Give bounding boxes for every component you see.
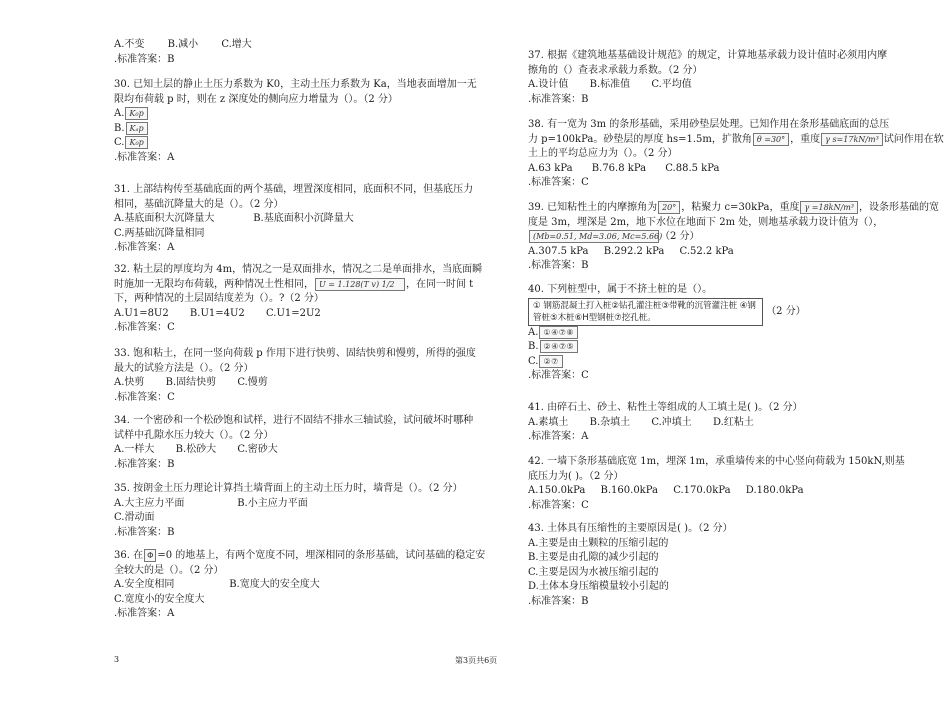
option-c: C.170.0kPa: [673, 485, 731, 496]
answer: .标准答案：C: [528, 177, 589, 188]
formula-image: K₀p: [125, 107, 147, 120]
answer: .标准答案：C: [528, 499, 589, 511]
question-34: [114, 414, 499, 472]
question-42: [528, 455, 918, 513]
option-d: D.180.0kPa: [745, 485, 804, 496]
question-text: 37. 根据《建筑地基基础设计规范》的规定，计算地基承载力设计值时必须用内摩: [528, 50, 888, 61]
page-number: 3: [114, 655, 120, 664]
option-c: C. K₀p: [114, 136, 499, 151]
option-c: C. ②⑦: [528, 355, 918, 370]
question-31: [114, 183, 499, 256]
option-a: A.150.0kPa: [528, 485, 586, 496]
option-c: C.冲填土: [651, 416, 692, 428]
option-b: B.松砂大: [175, 444, 217, 455]
question-text: 力 p=100kPa。砂垫层的厚度 hs=1.5m，扩散角 θ =30° ，重度 γ s=17kN/m³ 试问作用在软: [528, 133, 944, 145]
answer: .标准答案：B: [114, 458, 175, 470]
answer: .标准答案：B: [528, 260, 589, 271]
option-a: A. ①④⑦⑧: [528, 326, 918, 341]
question-text: 36. 在 Φ =0 的地基上，有两个宽度不同，埋深相同的条形基础，试问基础的稳定安: [114, 550, 486, 561]
option-b: B. Kₐp: [114, 122, 499, 137]
question-text: 下，两种情况的土层固结度差为（）。?（2 分）: [114, 293, 324, 304]
option-image: ①④⑦⑧: [539, 326, 578, 339]
option-c: C.两基础沉降量相同: [114, 227, 205, 239]
formula-image: U = 1.128(T v) 1/2: [315, 278, 405, 291]
option-b: B.基底面积小沉降量大: [253, 213, 354, 224]
answer: .标准答案：B: [528, 595, 589, 607]
answer: .标准答案：A: [114, 151, 175, 163]
option-a: A.U1=8U2: [114, 307, 169, 319]
option-d: D.红粘土: [712, 416, 754, 428]
question-text: 38. 有一宽为 3m 的条形基础，采用砂垫层处理。已知作用在条形基础底面的总压: [528, 119, 890, 130]
question-text: 39. 已知粘性土的内摩擦角为 20° ，粘聚力 c=30kPa，重度 γ =18kN/m³ ，设条形基础的宽: [528, 202, 940, 213]
option-c: C.平均值: [651, 79, 692, 90]
question-text: 底压力为( )。（2 分）: [528, 470, 624, 482]
option-c: C.增大: [221, 39, 252, 50]
question-text: 31. 上部结构传至基础底面的两个基础，埋置深度相同，底面积不同，但基底压力: [114, 184, 474, 195]
option-a: A.主要是由土颗粒的压缩引起的: [528, 537, 669, 549]
option-b: B.减小: [167, 39, 199, 50]
option-a: A.不变: [114, 39, 145, 50]
answer: .标准答案：A: [114, 608, 175, 619]
answer: .标准答案：B: [114, 526, 175, 538]
page-footer-label: 第3页共6页: [455, 656, 498, 665]
question-text: 33. 饱和粘土，在同一竖向荷载 p 作用下进行快剪、固结快剪和慢剪，所得的强度: [114, 348, 476, 359]
option-c: C.88.5 kPa: [665, 162, 720, 174]
option-b: B.宽度大的安全度大: [229, 579, 320, 590]
answer: .标准答案：C: [114, 391, 175, 403]
option-a: A.素填土: [528, 416, 569, 428]
formula-image: (Mb=0.51, Md=3.06, Mc=5.66): [529, 230, 659, 243]
option-a: A.63 kPa: [528, 162, 573, 174]
question-text: 35. 按朗金土压力理论计算挡土墙背面上的主动土压力时，墙背是（）。（2 分）: [114, 483, 463, 494]
question-text: 试样中孔隙水压力较大（）。（2 分）: [114, 429, 274, 441]
option-c: C.滑动面: [114, 512, 155, 523]
option-a: A.设计值: [528, 79, 569, 90]
question-40: [528, 283, 918, 384]
question-text: ① 钢筋混凝土打入桩②钻孔灌注桩③带靴的沉管灌注桩 ④钢管桩⑤木桩⑥H型钢桩⑦挖孔桩。 （2 分）: [528, 298, 918, 326]
question-text: 时施加一无限均布荷载，两种情况土性相同， U = 1.128(T v) 1/2 ，在同一时间 t: [114, 278, 474, 290]
answer: .标准答案：B: [528, 93, 589, 105]
question-text: 最大的试验方法是（）。（2 分）: [114, 362, 254, 374]
option-a: A.一样大: [114, 444, 155, 455]
answer: .标准答案：A: [528, 431, 589, 442]
answer: .标准答案：B: [114, 53, 175, 65]
option-b: B.固结快剪: [165, 377, 217, 388]
option-c: C.慢剪: [237, 377, 268, 388]
formula-image: γ s=17kN/m³: [821, 133, 883, 146]
option-b: B.76.8 kPa: [591, 162, 647, 174]
option-b: B.160.0kPa: [600, 485, 658, 496]
prev-question: [114, 38, 499, 67]
question-38: [528, 118, 944, 191]
formula-image: Kₐp: [126, 122, 148, 135]
formula-image: 20°: [658, 201, 680, 214]
option-a: A.307.5 kPa: [528, 245, 589, 257]
question-text: 30. 已知土层的静止土压力系数为 K0，主动土压力系数为 Ka，当地表面增加一无: [114, 79, 477, 90]
question-33: [114, 347, 499, 405]
option-b: B.标准值: [589, 79, 631, 90]
answer: .标准答案：C: [528, 370, 589, 381]
option-a: A.大主应力平面: [114, 497, 185, 509]
question-41: [528, 401, 918, 445]
formula-image: K₀p: [125, 136, 147, 149]
option-c: C.主要是因为水被压缩引起的: [528, 566, 659, 578]
question-text: 43. 土体具有压缩性的主要原因是( )。（2 分）: [528, 523, 733, 534]
option-a: A.安全度相同: [114, 579, 175, 590]
pile-types-image: ① 钢筋混凝土打入桩②钻孔灌注桩③带靴的沉管灌注桩 ④钢管桩⑤木桩⑥H型钢桩⑦挖孔桩。: [528, 298, 763, 326]
option-d: D.土体本身压缩模量较小引起的: [528, 581, 669, 592]
option-image: ②⑦: [539, 355, 562, 368]
question-text: 41. 由碎石土、砂土、粘性土等组成的人工填土是( )。（2 分）: [528, 402, 803, 413]
option-a: A.基底面积大沉降量大: [114, 213, 215, 224]
option-a: A.快剪: [114, 377, 145, 388]
option-b: B.主要是由孔隙的减少引起的: [528, 552, 659, 563]
formula-image: γ =18kN/m³: [800, 201, 858, 214]
option-c: C.宽度小的安全度大: [114, 593, 205, 605]
question-39: [528, 201, 940, 274]
option-a: A. K₀p: [114, 107, 499, 122]
question-43: [528, 522, 918, 609]
question-text: 相同，基础沉降量大的是（）。（2 分）: [114, 198, 284, 210]
question-text: 34. 一个密砂和一个松砂饱和试样，进行不固结不排水三轴试验，试问破坏时哪种: [114, 415, 474, 426]
option-b: B.U1=4U2: [189, 307, 245, 319]
question-text: 42. 一墙下条形基础底宽 1m，埋深 1m，承重墙传来的中心竖向荷载为 150kN,则基: [528, 456, 905, 467]
question-text: 度是 3m，埋深是 2m，地下水位在地面下 2m 处，则地基承载力设计值为（），: [528, 216, 884, 228]
question-text: 土上的平均总应力为（）。（2 分）: [528, 148, 678, 159]
question-text: 40. 下列桩型中，属于不挤土桩的是（）。: [528, 284, 713, 295]
option-c: C.52.2 kPa: [679, 245, 734, 257]
answer: .标准答案：C: [114, 322, 175, 333]
option-b: B. ②④⑦⑤: [528, 340, 918, 355]
answer: .标准答案：A: [114, 242, 175, 253]
question-35: [114, 482, 499, 540]
question-text: 限均布荷载 p 时，则在 z 深度处的侧向应力增量为（）。（2 分）: [114, 93, 398, 105]
question-text: 全较大的是（）。（2 分）: [114, 564, 224, 576]
question-text: 32. 粘土层的厚度均为 4m，情况之一是双面排水，情况之二是单面排水，当底面瞬: [114, 264, 483, 275]
question-32: [114, 263, 499, 336]
question-text: (Mb=0.51, Md=3.06, Mc=5.66)（2 分）: [528, 230, 918, 245]
option-b: B.小主应力平面: [237, 497, 308, 509]
question-30: [114, 78, 499, 165]
option-image: ②④⑦⑤: [540, 340, 579, 353]
question-36: [114, 549, 499, 622]
option-b: B.杂填土: [589, 416, 631, 428]
phi-symbol-image: Φ: [144, 549, 156, 562]
question-37: [528, 49, 918, 107]
question-text: 擦角的（）查表求承载力系数。（2 分）: [528, 64, 703, 76]
option-b: B.292.2 kPa: [603, 245, 665, 257]
option-c: C.密砂大: [237, 444, 278, 455]
option-c: C.U1=2U2: [265, 307, 321, 319]
formula-image: θ =30°: [753, 133, 789, 146]
